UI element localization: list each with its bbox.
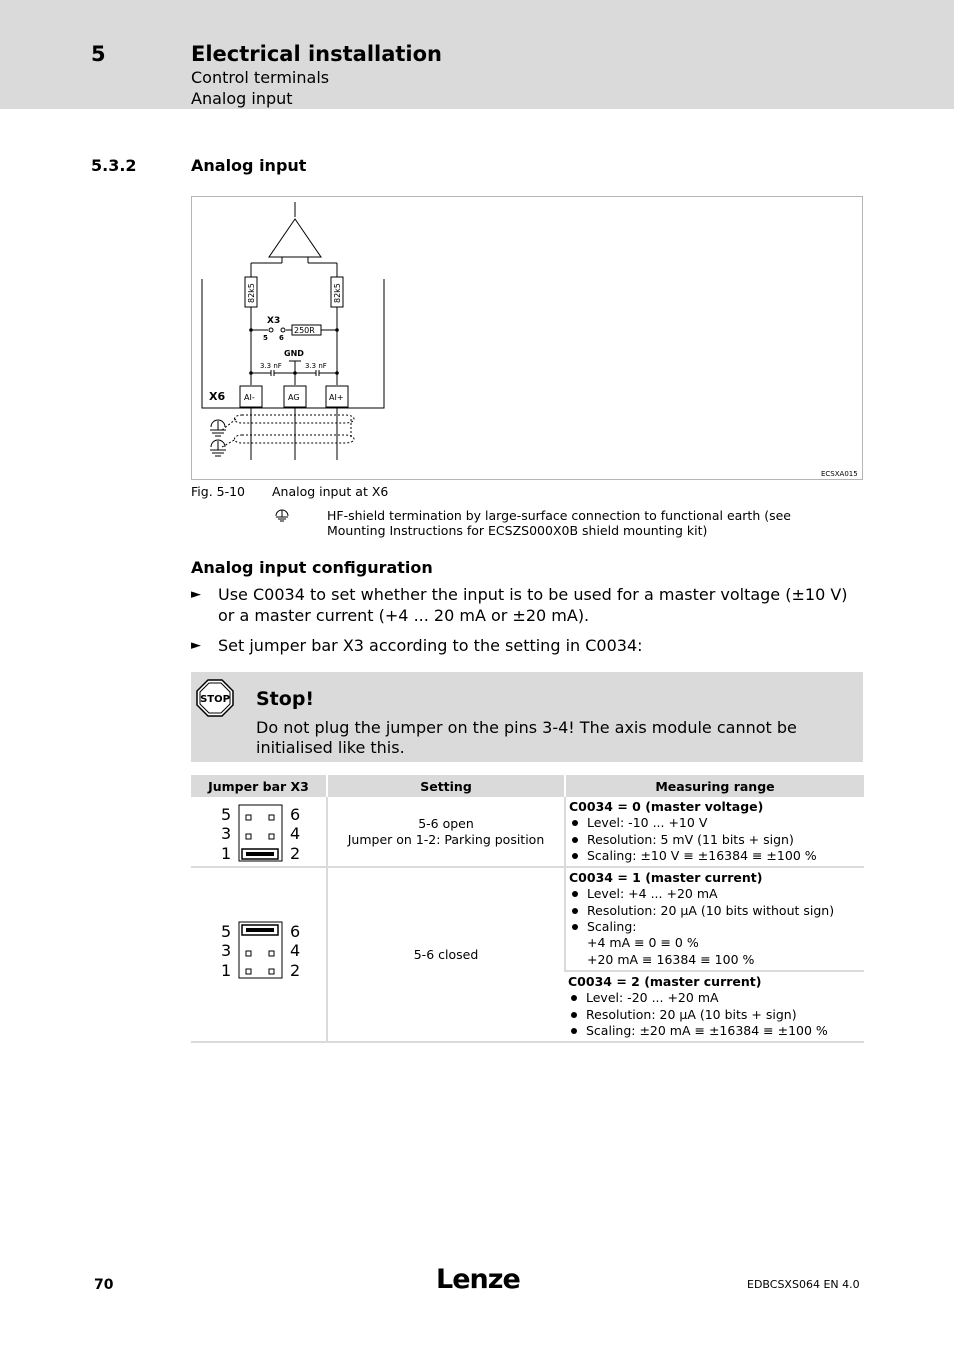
header-subtitle-1: Control terminals bbox=[191, 68, 330, 87]
table-row bbox=[191, 797, 864, 867]
section-title: Analog input bbox=[191, 156, 307, 175]
stop-text: Do not plug the jumper on the pins 3-4! The axis module cannot be initialised like this. bbox=[256, 718, 797, 757]
jumper-diagram-closed bbox=[217, 920, 307, 980]
stop-icon bbox=[196, 679, 234, 717]
figure-box bbox=[191, 196, 863, 480]
figure-caption-text: Analog input at X6 bbox=[272, 484, 389, 499]
pin5-label: 5 bbox=[263, 334, 268, 342]
range-item: Level: -20 ... +20 mA bbox=[568, 990, 860, 1006]
stop-title: Stop! bbox=[256, 688, 315, 710]
terminal-ai-plus: AI+ bbox=[329, 393, 344, 402]
figure-caption-number: Fig. 5-10 bbox=[191, 484, 246, 499]
shield-earth-icon bbox=[210, 420, 226, 456]
table-row bbox=[191, 867, 864, 971]
shield-earth-icon bbox=[274, 508, 290, 522]
lenze-logo: Lenze bbox=[436, 1264, 520, 1295]
document-id: EDBCSXS064 EN 4.0 bbox=[747, 1278, 860, 1291]
stop-icon-label: STOP bbox=[200, 694, 230, 705]
col-header-setting: Setting bbox=[327, 775, 565, 797]
x3-label: X3 bbox=[267, 316, 281, 326]
jumper-label-2: 2 bbox=[290, 844, 301, 863]
jumper-label-5: 5 bbox=[221, 922, 232, 942]
r250-label: 250R bbox=[294, 326, 315, 335]
range-item: Resolution: 5 mV (11 bits + sign) bbox=[569, 832, 860, 848]
range-item: Scaling: ±10 V ≡ ±16384 ≡ ±100 % bbox=[569, 848, 860, 864]
jumper-cell bbox=[191, 797, 327, 867]
jumper-label-3: 3 bbox=[221, 824, 232, 843]
jumper-label-1: 1 bbox=[221, 844, 232, 863]
chapter-number: 5 bbox=[91, 42, 106, 66]
setting-line-1: 5-6 open bbox=[418, 815, 474, 831]
jumper-cell bbox=[191, 867, 327, 1042]
x6-label: X6 bbox=[209, 390, 226, 403]
pin6-label: 6 bbox=[279, 334, 284, 342]
range-heading: C0034 = 0 (master voltage) bbox=[569, 799, 764, 814]
range-item: Scaling: ±20 mA ≡ ±16384 ≡ ±100 % bbox=[568, 1023, 860, 1039]
terminal-ag: AG bbox=[288, 393, 300, 402]
range-item: Resolution: 20 µA (10 bits without sign) bbox=[569, 903, 860, 919]
chapter-title: Electrical installation bbox=[191, 42, 442, 66]
range-item: Level: +4 ... +20 mA bbox=[569, 886, 860, 902]
setting-cell bbox=[327, 797, 565, 867]
jumper-label-4: 4 bbox=[290, 824, 301, 843]
bullet-arrow-icon: ► bbox=[191, 638, 201, 653]
config-bullet-1: Use C0034 to set whether the input is to be used for a master voltage (±10 V) or a master current (+4 ... 20 mA or ±20 mA). bbox=[218, 585, 848, 625]
config-heading: Analog input configuration bbox=[191, 558, 433, 577]
col-header-range: Measuring range bbox=[565, 775, 864, 797]
range-heading: C0034 = 2 (master current) bbox=[568, 973, 762, 989]
header-band bbox=[0, 0, 954, 109]
range-subitem: +20 mA ≡ 16384 ≡ 100 % bbox=[587, 951, 755, 967]
range-cell bbox=[565, 971, 864, 1042]
resistor-right-label: 82k5 bbox=[333, 283, 342, 303]
gnd-label: GND bbox=[284, 349, 304, 358]
figure-code: ECSXA015 bbox=[821, 470, 858, 478]
header-subtitle-2: Analog input bbox=[191, 89, 293, 108]
jumper-label-5: 5 bbox=[221, 805, 232, 824]
col-header-jumper: Jumper bar X3 bbox=[191, 775, 327, 797]
setting-line-1: 5-6 closed bbox=[413, 946, 479, 962]
range-cell bbox=[565, 867, 864, 971]
jumper-diagram-open bbox=[217, 803, 307, 863]
jumper-label-4: 4 bbox=[290, 941, 301, 961]
range-heading: C0034 = 1 (master current) bbox=[569, 870, 763, 886]
cap-right-label: 3.3 nF bbox=[305, 362, 327, 370]
terminal-ai-minus: AI- bbox=[244, 393, 255, 402]
range-subitem: +4 mA ≡ 0 ≡ 0 % bbox=[587, 935, 699, 951]
config-bullet-2: Set jumper bar X3 according to the setting in C0034: bbox=[218, 636, 643, 655]
range-item: Scaling: bbox=[569, 919, 860, 935]
jumper-label-1: 1 bbox=[221, 961, 232, 981]
circuit-diagram bbox=[192, 197, 862, 479]
cap-left-label: 3.3 nF bbox=[260, 362, 282, 370]
figure-legend-text: HF-shield termination by large-surface connection to functional earth (see Mounting Instructions for ECSZS000X0B shield mounting kit) bbox=[327, 508, 791, 538]
jumper-label-6: 6 bbox=[290, 922, 301, 942]
range-item: Resolution: 20 µA (10 bits + sign) bbox=[568, 1007, 860, 1023]
setting-line-2: Jumper on 1-2: Parking position bbox=[347, 831, 545, 847]
page-number: 70 bbox=[94, 1277, 114, 1293]
range-item: Level: -10 ... +10 V bbox=[569, 815, 860, 831]
bullet-arrow-icon: ► bbox=[191, 587, 201, 602]
setting-cell bbox=[327, 867, 565, 1042]
jumper-label-3: 3 bbox=[221, 941, 232, 961]
jumper-label-6: 6 bbox=[290, 805, 301, 824]
resistor-left-label: 82k5 bbox=[247, 283, 256, 303]
range-cell bbox=[565, 797, 864, 867]
section-number: 5.3.2 bbox=[91, 156, 137, 175]
jumper-table bbox=[191, 775, 864, 1043]
jumper-label-2: 2 bbox=[290, 961, 301, 981]
